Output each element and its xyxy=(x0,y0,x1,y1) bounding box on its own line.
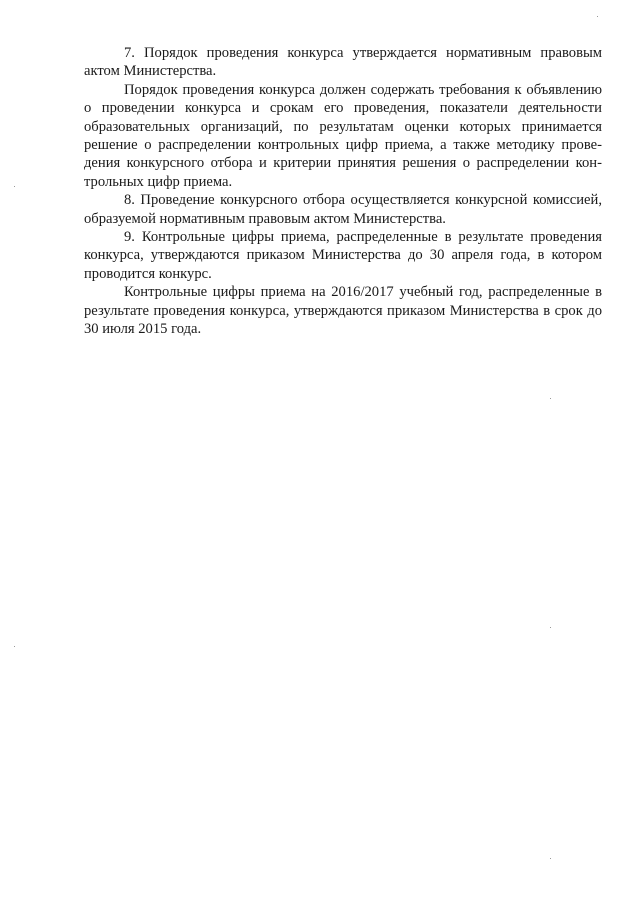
scan-speck xyxy=(550,398,551,399)
scan-speck xyxy=(597,16,598,17)
scan-speck xyxy=(14,646,15,647)
scan-speck xyxy=(14,186,15,187)
paragraph-item-8: 8. Проведение конкурсного отбора осуществляется конкурсной комиссией, образуемой нормативным правовым актом Министерства. xyxy=(84,192,602,227)
paragraph-item-7: 7. Порядок проведения конкурса утверждается нормативным правовым актом Министерства. xyxy=(84,45,602,80)
scan-speck xyxy=(550,858,551,859)
paragraph-item-9: 9. Контрольные цифры приема, распределенные в результате проведения конкурса, утверждаются приказом Министерства до 30 апреля года, в котором проводится конкурс. xyxy=(84,229,602,282)
document-body xyxy=(84,44,602,339)
scan-speck xyxy=(550,627,551,628)
paragraph-contest-procedure: Порядок проведения конкурса должен содержать требования к объявлению о проведении конкурса и срокам его проведения, показатели деятельности образовательных организаций, по результатам оценки которых принимается решение о распределении контрольных цифр приема, а также методику проведения конкурсного отбора и критерии принятия решения о распределении контрольных цифр приема. xyxy=(84,81,602,190)
paragraph-control-figures: Контрольные цифры приема на 2016/2017 учебный год, распределенные в результате проведения конкурса, утверждаются приказом Министерства в срок до 30 июля 2015 года. xyxy=(84,284,602,338)
